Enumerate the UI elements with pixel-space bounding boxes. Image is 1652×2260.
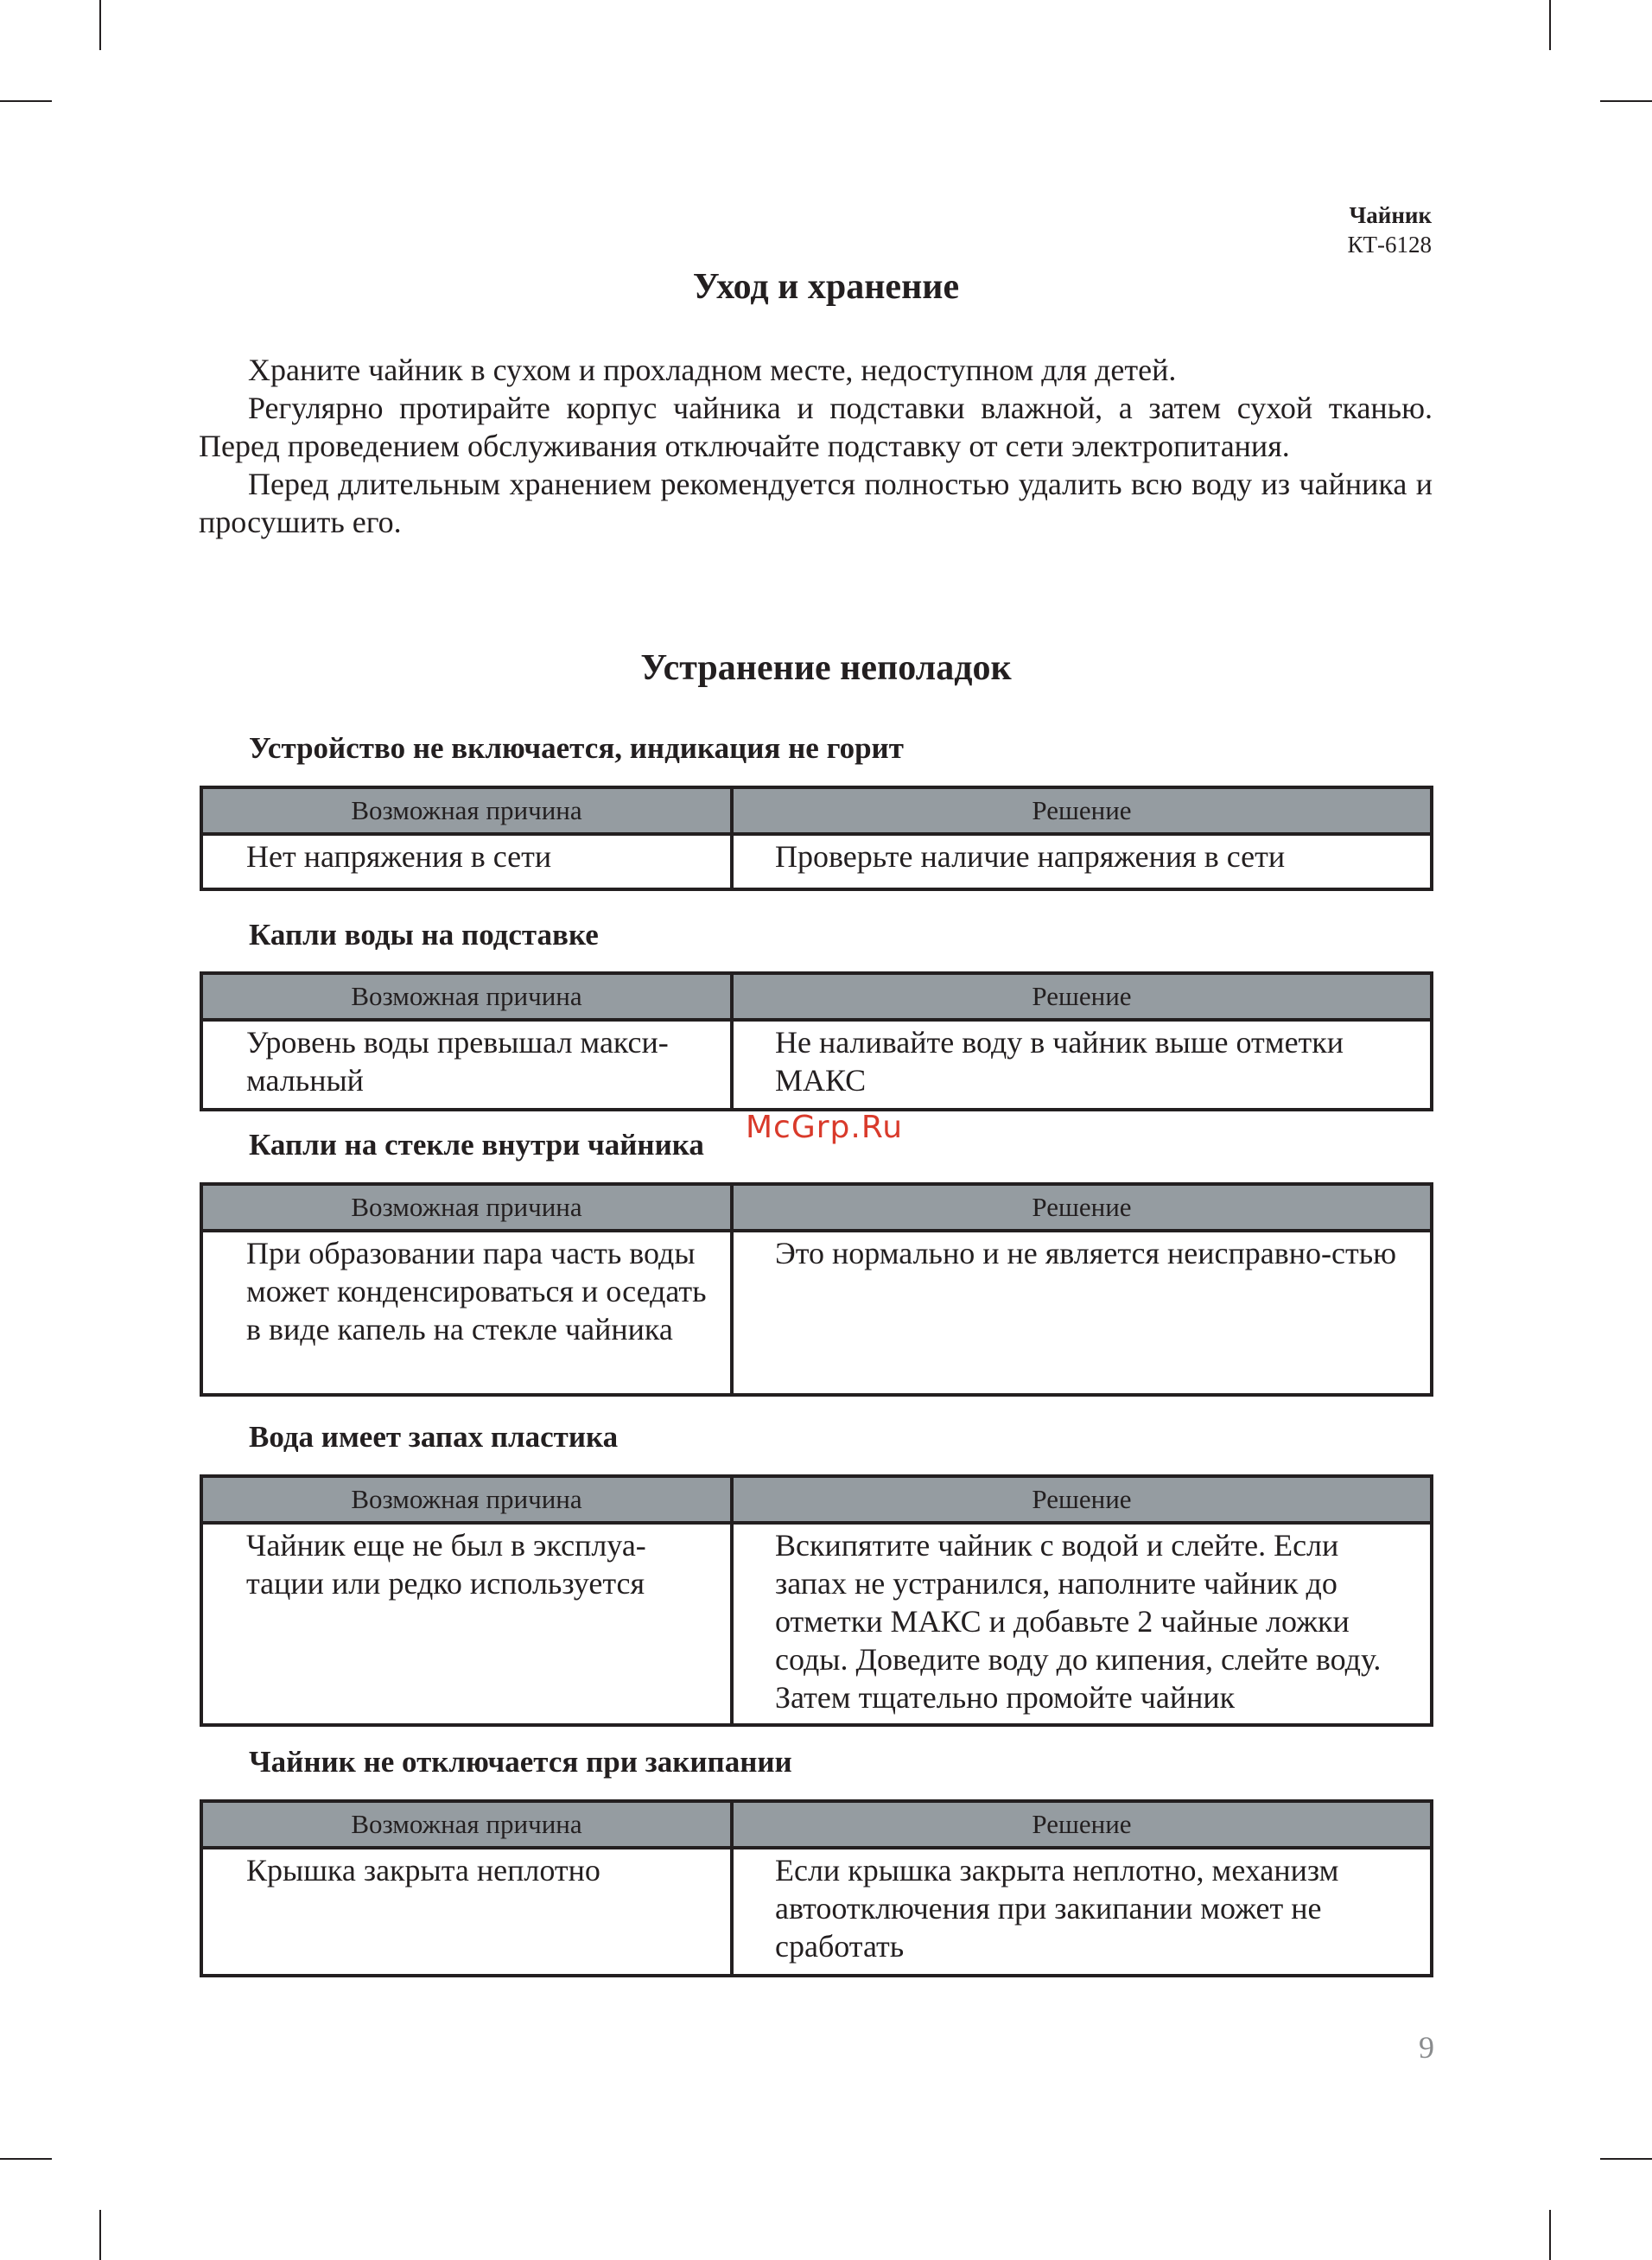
- solution-cell: Это нормально и не является неисправно-стью: [732, 1231, 1432, 1395]
- table-row: [201, 1848, 1432, 1976]
- table-row: [201, 1523, 1432, 1725]
- cause-cell: При образовании пара часть воды может конденсироваться и оседать в виде капель на стекле чайника: [201, 1231, 732, 1395]
- cause-cell: Нет напряжения в сети: [201, 834, 732, 889]
- cause-cell: Уровень воды превышал макси-мальный: [201, 1020, 732, 1110]
- column-header-solution: Решение: [732, 1801, 1432, 1848]
- solution-cell: Вскипятите чайник с водой и слейте. Если запах не устранился, наполните чайник до отметки МАКС и добавьте 2 чайные ложки соды. Доведите воду до кипения, слейте воду. Затем тщательно промойте чайник: [732, 1523, 1432, 1725]
- cause-cell: Чайник еще не был в эксплуа-тации или редко используется: [201, 1523, 732, 1725]
- table-header-row: [201, 1184, 1432, 1231]
- table-row: [201, 1020, 1432, 1110]
- troubleshooting-table: [200, 1799, 1433, 1977]
- problem-heading: Чайник не отключается при закипании: [249, 1745, 792, 1779]
- care-paragraph: Храните чайник в сухом и прохладном месте, недоступном для детей.: [248, 353, 1177, 387]
- troubleshooting-table: [200, 971, 1433, 1111]
- header-product: Чайник: [1349, 202, 1432, 228]
- troubleshooting-table: [200, 1182, 1433, 1397]
- watermark: McGrp.Ru: [746, 1110, 904, 1145]
- header-model: КТ-6128: [1347, 232, 1432, 258]
- solution-cell: Проверьте наличие напряжения в сети: [732, 834, 1432, 889]
- problem-heading: Капли воды на подставке: [249, 918, 599, 952]
- problem-heading: Вода имеет запах пластика: [249, 1420, 619, 1454]
- column-header-cause: Возможная причина: [201, 1184, 732, 1231]
- care-paragraph: Регулярно протирайте корпус чайника и подставки влажной, а затем сухой тканью. Перед проведением обслуживания отключайте подставку от сети электропитания.: [199, 391, 1433, 463]
- crop-mark-bottom-left: [99, 2210, 101, 2260]
- problem-heading: Капли на стекле внутри чайника: [249, 1128, 704, 1162]
- column-header-cause: Возможная причина: [201, 1476, 732, 1523]
- table-header-row: [201, 1801, 1432, 1848]
- column-header-solution: Решение: [732, 787, 1432, 834]
- table-row: [201, 834, 1432, 889]
- column-header-cause: Возможная причина: [201, 1801, 732, 1848]
- column-header-cause: Возможная причина: [201, 787, 732, 834]
- care-text: [199, 351, 1433, 541]
- cause-cell: Крышка закрыта неплотно: [201, 1848, 732, 1976]
- problem-heading: Устройство не включается, индикация не горит: [249, 731, 904, 765]
- crop-mark-top-right: [1549, 0, 1551, 50]
- column-header-cause: Возможная причина: [201, 973, 732, 1020]
- solution-cell: Не наливайте воду в чайник выше отметки МАКС: [732, 1020, 1432, 1110]
- crop-mark-left-bottom: [0, 2158, 52, 2160]
- table-header-row: [201, 1476, 1432, 1523]
- crop-mark-left-top: [0, 100, 52, 102]
- page-number: 9: [1419, 2030, 1434, 2065]
- column-header-solution: Решение: [732, 973, 1432, 1020]
- column-header-solution: Решение: [732, 1184, 1432, 1231]
- troubleshooting-title: Устранение неполадок: [640, 648, 1012, 688]
- care-title: Уход и хранение: [692, 267, 960, 307]
- table-row: [201, 1231, 1432, 1395]
- solution-cell: Если крышка закрыта неплотно, механизм автоотключения при закипании может не сработать: [732, 1848, 1432, 1976]
- crop-mark-bottom-right: [1549, 2210, 1551, 2260]
- column-header-solution: Решение: [732, 1476, 1432, 1523]
- crop-mark-top-left: [99, 0, 101, 50]
- troubleshooting-table: [200, 1474, 1433, 1727]
- table-header-row: [201, 787, 1432, 834]
- crop-mark-right-top: [1600, 100, 1652, 102]
- crop-mark-right-bottom: [1600, 2158, 1652, 2160]
- troubleshooting-table: [200, 786, 1433, 891]
- running-header: [1348, 201, 1433, 259]
- table-header-row: [201, 973, 1432, 1020]
- care-paragraph: Перед длительным хранением рекомендуется полностью удалить всю воду из чайника и просушить его.: [199, 467, 1433, 539]
